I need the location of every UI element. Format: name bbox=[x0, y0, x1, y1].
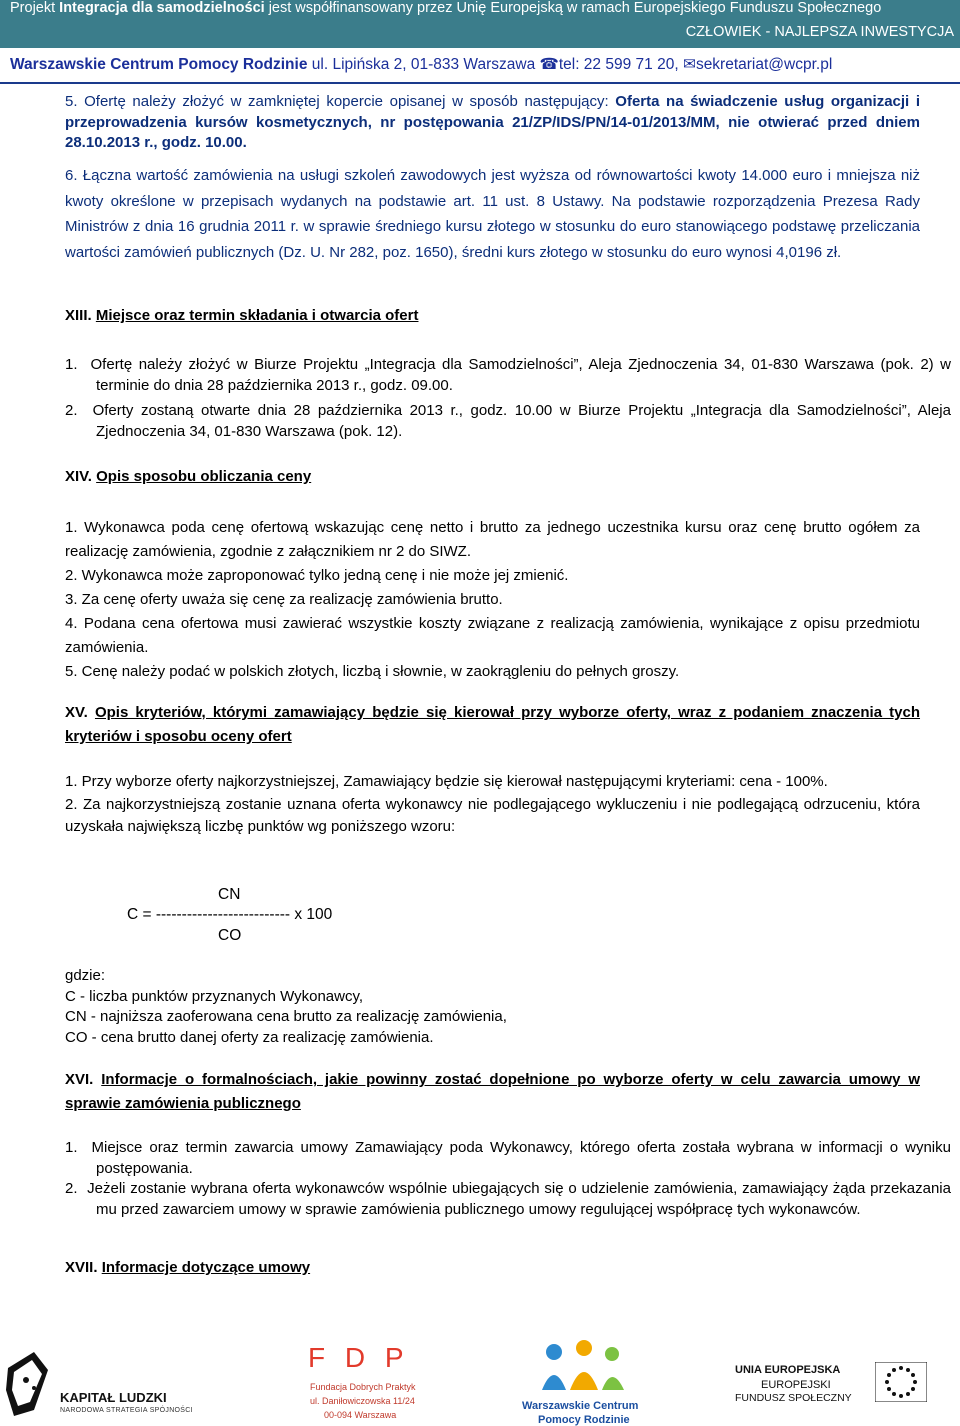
org-address: ul. Lipińska 2, 01-833 Warszawa bbox=[311, 56, 536, 73]
mail-icon: ✉ bbox=[682, 56, 696, 73]
list-item: 1. Wykonawca poda cenę ofertową wskazując cenę netto i brutto za jednego uczestnika kursu oraz cenę brutto ogółem za realizację zamówienia, zgodnie z załącznikiem nr 2 do SIWZ. bbox=[65, 519, 920, 560]
section-16-heading: XVI. Informacje o formalnościach, jakie powinny zostać dopełnione po wyborze oferty w celu zawarcia umowy w sprawie zamówienia publicznego bbox=[65, 1071, 920, 1112]
phone-icon: ☎ bbox=[539, 56, 559, 73]
contact-bar bbox=[0, 48, 960, 84]
section-13-heading: XIII. Miejsce oraz termin składania i otwarcia ofert bbox=[65, 307, 419, 324]
formula-line: C = -------------------------- x 100 bbox=[127, 906, 333, 923]
legend-item: CN - najniższa zaoferowana cena brutto za realizację zamówienia, bbox=[65, 1008, 507, 1025]
kapital-ludzki-logo bbox=[4, 1350, 224, 1420]
fdp-letters: F D P bbox=[308, 1342, 410, 1373]
kl-subtitle: NARODOWA STRATEGIA SPÓJNOŚCI bbox=[60, 1407, 193, 1414]
paragraph-5: 5. Ofertę należy złożyć w zamkniętej kopercie opisanej w sposób następujący: Oferta na świadczenie usług organizacji i przeprowadzenia kursów kosmetycznych, nr postępowania 21/ZP/IDS/PN/14-01/2013/MM, nie otwierać przed dniem 28.10.2013 r., godz. 10.00. bbox=[65, 93, 920, 151]
fdp-address-2: 00-094 Warszawa bbox=[324, 1410, 397, 1420]
formula-legend bbox=[65, 966, 920, 1048]
formula-numerator: CN bbox=[218, 886, 241, 903]
section-16-item-2: 2. Jeżeli zostanie wybrana oferta wykonawców wspólnie ubiegających się o udzielenie zamówienia, zamawiający żąda przekazania mu przed zawarciem umowy w sprawie zamówienia publicznego umowy regulującej współpracę tych wykonawców. bbox=[65, 1180, 951, 1218]
org-email[interactable]: sekretariat@wcpr.pl bbox=[695, 56, 833, 73]
family-figures-icon bbox=[534, 1340, 634, 1392]
kapital-ludzki-emblem-icon bbox=[4, 1350, 52, 1420]
banner-line-1: Projekt Integracja dla samodzielności jest współfinansowany przez Unię Europejską w ramach Europejskiego Funduszu Społecznego bbox=[10, 0, 882, 16]
section-16-item-1: 1. Miejsce oraz termin zawarcia umowy Zamawiający poda Wykonawcy, którego oferta została wybrana w informacji o wyniku postępowania. bbox=[65, 1139, 951, 1177]
eu-line-1: UNIA EUROPEJSKA bbox=[735, 1364, 841, 1376]
banner-line-2: CZŁOWIEK - NAJLEPSZA INWESTYCJA bbox=[685, 24, 954, 40]
section-13-item-1: 1. Ofertę należy złożyć w Biurze Projektu „Integracja dla Samodzielności”, Aleja Zjednoczenia 34, 01-830 Warszawa (pok. 2) w terminie do dnia 28 października 2013 r., godz. 09.00. bbox=[65, 356, 951, 394]
list-item: 1. Przy wyborze oferty najkorzystniejszej, Zamawiający będzie się kierował następującymi kryteriami: cena - 100%. bbox=[65, 773, 828, 790]
org-phone: tel: 22 599 71 20, bbox=[558, 56, 679, 73]
section-15-items bbox=[65, 771, 920, 839]
org-name: Warszawskie Centrum Pomocy Rodzinie bbox=[10, 56, 308, 73]
kl-title: KAPITAŁ LUDZKI bbox=[60, 1390, 167, 1405]
top-banner bbox=[0, 0, 960, 48]
section-13-item-2: 2. Oferty zostaną otwarte dnia 28 października 2013 r., godz. 10.00 w Biurze Projektu „Integracja dla Samodzielności”, Aleja Zjednoczenia 34, 01-830 Warszawa (pok. 12). bbox=[65, 402, 951, 440]
formula-denominator: CO bbox=[218, 927, 242, 944]
section-17-heading: XVII. Informacje dotyczące umowy bbox=[65, 1259, 311, 1276]
wcpr-line-1: Warszawskie Centrum bbox=[522, 1400, 639, 1412]
list-item: 5. Cenę należy podać w polskich złotych, liczbą i słownie, w zaokrągleniu do pełnych groszy. bbox=[65, 663, 680, 680]
section-14-items bbox=[65, 516, 920, 684]
eu-line-2: EUROPEJSKI bbox=[761, 1379, 831, 1391]
fdp-logo bbox=[300, 1342, 430, 1426]
legend-title: gdzie: bbox=[65, 967, 106, 984]
wcpr-logo bbox=[520, 1340, 650, 1426]
list-item: 3. Za cenę oferty uważa się cenę za realizację zamówienia brutto. bbox=[65, 591, 503, 608]
paragraph-6: 6. Łączna wartość zamówienia na usługi szkoleń zawodowych jest wyższa od równowartości kwoty 14.000 euro i mniejsza niż kwoty określone w przepisach wydanych na podstawie art. 11 ust. 8 Ustawy. Na podstawie rozporządzenia Prezesa Rady Ministrów z dnia 16 grudnia 2011 r. w sprawie średniego kursu złotego w stosunku do euro stanowiącego podstawę przeliczania wartości zamówień publicznych (Dz. U. Nr 282, poz. 1650), średni kurs złotego w stosunku do euro wynosi 4,0196 zł. bbox=[65, 167, 920, 261]
eu-flag-icon bbox=[875, 1362, 927, 1402]
fdp-name: Fundacja Dobrych Praktyk bbox=[310, 1382, 416, 1392]
legend-item: CO - cena brutto danej oferty za realizację zamówienia. bbox=[65, 1028, 434, 1046]
list-item: 2. Wykonawca może zaproponować tylko jedną cenę i nie może jej zmienić. bbox=[65, 567, 569, 584]
eu-logo bbox=[735, 1364, 955, 1424]
wcpr-line-2: Pomocy Rodzinie bbox=[538, 1414, 630, 1426]
footer-logos bbox=[0, 1334, 960, 1426]
legend-item: C - liczba punktów przyznanych Wykonawcy, bbox=[65, 987, 364, 1005]
section-14-heading: XIV. Opis sposobu obliczania ceny bbox=[65, 468, 312, 485]
list-item: 4. Podana cena ofertowa musi zawierać wszystkie koszty związane z realizacją zamówienia, wynikające z opisu przedmiotu zamówienia. bbox=[65, 615, 920, 656]
section-15-heading: XV. Opis kryteriów, którymi zamawiający będzie się kierował przy wyborze oferty, wraz z podaniem znaczenia tych kryteriów i sposobu oceny ofert bbox=[65, 704, 921, 745]
list-item: 2. Za najkorzystniejszą zostanie uznana oferta wykonawcy nie podlegającego wykluczeniu i nie podlegającą odrzuceniu, która uzyskała największą liczbę punktów wg poniższego wzoru: bbox=[65, 795, 920, 835]
eu-line-3: FUNDUSZ SPOŁECZNY bbox=[735, 1392, 852, 1404]
fdp-address-1: ul. Daniłowiczowska 11/24 bbox=[310, 1396, 415, 1406]
